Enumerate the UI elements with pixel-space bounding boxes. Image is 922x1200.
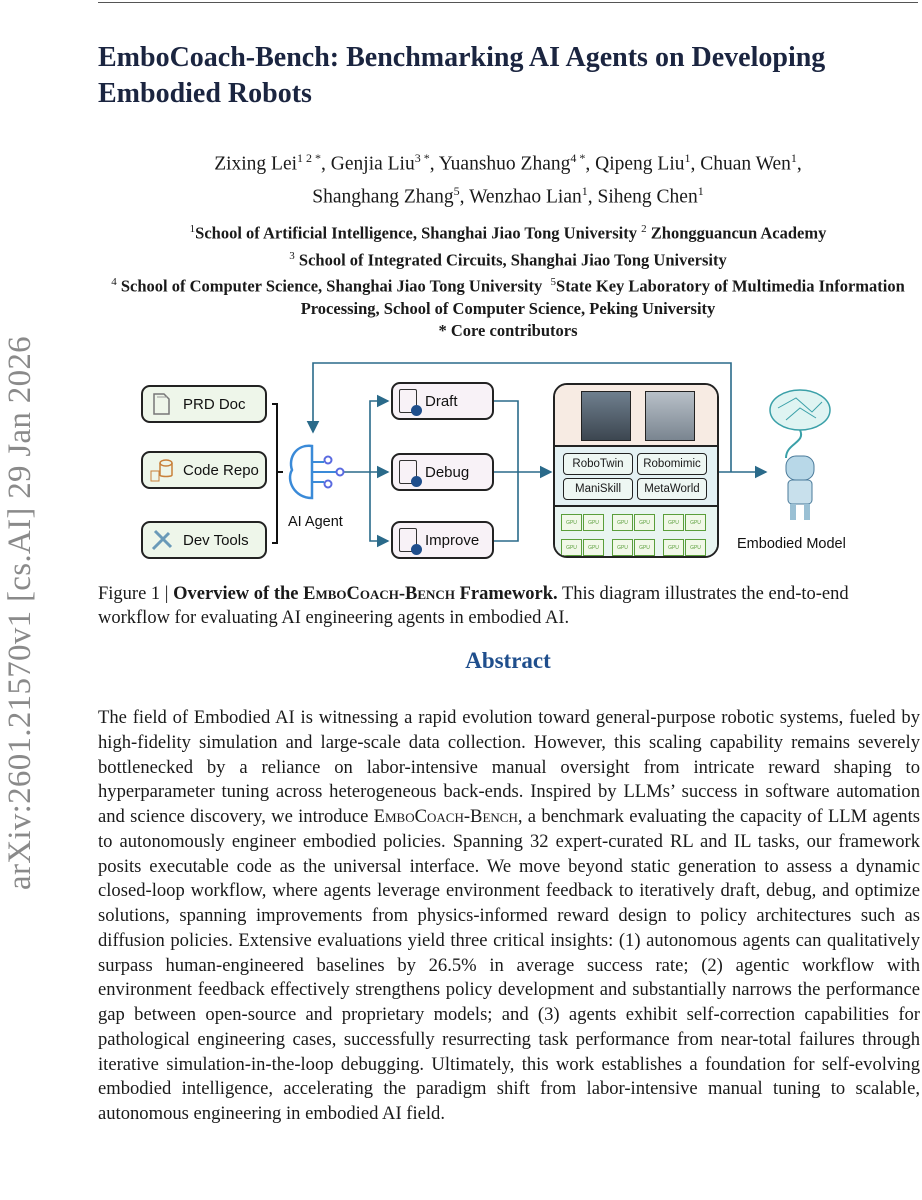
gpu-chip: GPU — [561, 539, 582, 556]
input-label: Dev Tools — [183, 531, 249, 549]
tools-icon — [149, 527, 175, 553]
affiliation-5: State Key Laboratory of Multimedia Information Processing, School of Computer Science, Peking University — [300, 276, 905, 318]
benchmark-suites — [555, 447, 717, 507]
affil-sup: 5 — [550, 276, 557, 288]
abstract-body — [98, 706, 920, 1127]
stage-label: Draft — [425, 392, 458, 410]
input-label: Code Repo — [183, 461, 259, 479]
humanoid-sim-image — [645, 391, 695, 441]
caption-benchmark-name: EmboCoach-Bench — [303, 584, 455, 604]
author-name: Wenzhao Lian — [469, 186, 582, 207]
input-label: PRD Doc — [183, 395, 246, 413]
caption-bold: Framework. — [454, 584, 558, 604]
affil-sup: 3 — [289, 249, 295, 262]
affiliation-1: School of Artificial Intelligence, Shanghai Jiao Tong University — [195, 223, 638, 243]
input-prd-doc — [141, 385, 267, 423]
gpu-chip: GPU — [685, 514, 706, 531]
affil-sup: 4 — [111, 276, 117, 288]
input-dev-tools — [141, 521, 267, 559]
embodied-robot-icon — [766, 388, 834, 523]
gpu-chip: GPU — [561, 514, 582, 531]
gpu-cluster — [555, 507, 717, 558]
author-affiliation-sup: 1 — [684, 151, 691, 165]
stage-label: Improve — [425, 531, 480, 549]
gpu-chip: GPU — [612, 514, 633, 531]
abstract-text: , a benchmark evaluating the capacity of LLM agents to autonomously engineer embodied policies. Spanning 32 expert-curated RL and IL tasks, our framework posits executable code as the universal interface. We move beyond static generation to assess a dynamic closed-loop workflow, where agents leverage environment feedback to iteratively draft, debug, and optimize solutions, spanning improvements from physics-informed reward design to policy architectures such as diffusion policies. Extensive evaluations yield three critical insights: (1) autonomous agents can qualitatively surpass human-engineered baselines by 26.5% in average success rate; (2) agentic workflow with environment feedback effectively strengthens policy development and substantially narrows the performance gap between open-source and proprietary models; and (3) agents exhibit self-correction capabilities for pathological engineering cases, successfully resurrecting task performance from near-total failures through iterative simulation-in-the-loop debugging. Ultimately, this work establishes a foundation for self-evolving embodied intelligence, accelerating the paradigm shift from labor-intensive manual tuning to scalable, autonomous engineering in embodied AI field. — [98, 806, 920, 1124]
database-icon — [149, 457, 175, 483]
gpu-chip: GPU — [685, 539, 706, 556]
embodied-model-label: Embodied Model — [737, 536, 846, 552]
author-affiliation-sup: 1 — [581, 183, 588, 198]
abstract-heading: Abstract — [465, 648, 551, 673]
author-line-1: Zixing Lei$^{1 2 *}$, Genjia Liu$^{3 *}$, Yuanshuo Zhang$^{4 *}$, Qipeng Liu$^1$, Chuan Wen$^1$, — [214, 151, 802, 175]
top-rule — [98, 2, 918, 3]
arxiv-identifier[interactable]: arXiv:2601.21570v1 [cs.AI] 29 Jan 2026 — [2, 336, 38, 890]
author-line-2: Shanghang Zhang$^5$, Wenzhao Lian$^1$, Siheng Chen$^1$ — [312, 183, 704, 207]
document-icon — [149, 391, 175, 417]
affiliation-3: School of Integrated Circuits, Shanghai Jiao Tong University — [298, 250, 727, 269]
author-name: Shanghang Zhang — [312, 186, 454, 207]
affil-sup: 1 — [189, 223, 196, 235]
benchmark-metaworld: MetaWorld — [637, 478, 707, 500]
author-list — [98, 145, 918, 210]
affil-sup: 2 — [641, 223, 647, 235]
framework-figure — [0, 360, 922, 575]
affiliations — [98, 218, 918, 342]
checklist-icon — [399, 389, 417, 413]
author-affiliation-sup: 4 * — [570, 151, 586, 165]
abstract-text: The field of Embodied AI is witnessing a rapid evolution toward general-purpose robotic systems, fueled by high-fidelity simulation and large-scale data collection. However, this scaling capability remains severely bottlenecked by a reliance on labor-intensive manual oversight from intricate reward shaping to hyperparameter tuning across heterogeneous back-ends. Inspired by LLMs’ success in software automation and science discovery, we introduce — [98, 707, 920, 827]
abstract-benchmark-name: EmboCoach-Bench — [373, 806, 518, 827]
checklist-icon — [399, 460, 417, 484]
author-name: Genjia Liu — [330, 153, 415, 175]
core-contributors-note: * Core contributors — [438, 320, 578, 340]
stage-debug — [391, 453, 494, 491]
sim-screenshots — [555, 385, 717, 447]
author-affiliation-sup: 1 — [790, 151, 797, 165]
author-name: Yuanshuo Zhang — [438, 153, 571, 175]
robot-arm-sim-image — [581, 391, 631, 441]
ai-agent-brain-icon — [282, 440, 346, 506]
gpu-chip: GPU — [634, 514, 655, 531]
author-name: Siheng Chen — [597, 186, 698, 207]
gpu-chip: GPU — [583, 539, 604, 556]
caption-prefix: Figure 1 | — [98, 584, 174, 604]
benchmark-maniskill: ManiSkill — [563, 478, 633, 500]
benchmark-robotwin: RoboTwin — [563, 453, 633, 475]
affiliation-4: School of Computer Science, Shanghai Jiao Tong University — [120, 276, 543, 296]
author-name: Chuan Wen — [700, 153, 791, 175]
affiliation-2: Zhongguancun Academy — [650, 223, 827, 243]
paper-title: EmboCoach-Bench: Benchmarking AI Agents on Developing Embodied Robots — [98, 42, 826, 109]
caption-text: This diagram illustrates the end-to-end workflow for evaluating AI engineering agents in embodied AI. — [98, 584, 849, 628]
input-code-repo — [141, 451, 267, 489]
simulation-environment-panel — [553, 383, 719, 558]
caption-bold: Overview of the — [173, 584, 304, 604]
author-affiliation-sup: 1 — [697, 183, 704, 198]
stage-improve — [391, 521, 494, 559]
stage-label: Debug — [425, 463, 470, 481]
gpu-chip: GPU — [663, 539, 684, 556]
benchmark-robomimic: Robomimic — [637, 453, 707, 475]
figure-caption — [98, 582, 918, 630]
author-affiliation-sup: 5 — [453, 183, 460, 198]
gpu-chip: GPU — [583, 514, 604, 531]
gpu-chip: GPU — [634, 539, 655, 556]
author-name: Zixing Lei — [214, 153, 298, 175]
author-name: Qipeng Liu — [595, 153, 685, 175]
author-affiliation-sup: 1 2 * — [297, 151, 322, 165]
ai-agent-label: AI Agent — [288, 514, 343, 530]
gpu-chip: GPU — [663, 514, 684, 531]
author-affiliation-sup: 3 * — [414, 151, 430, 165]
checklist-icon — [399, 528, 417, 552]
stage-draft — [391, 382, 494, 420]
gpu-chip: GPU — [612, 539, 633, 556]
